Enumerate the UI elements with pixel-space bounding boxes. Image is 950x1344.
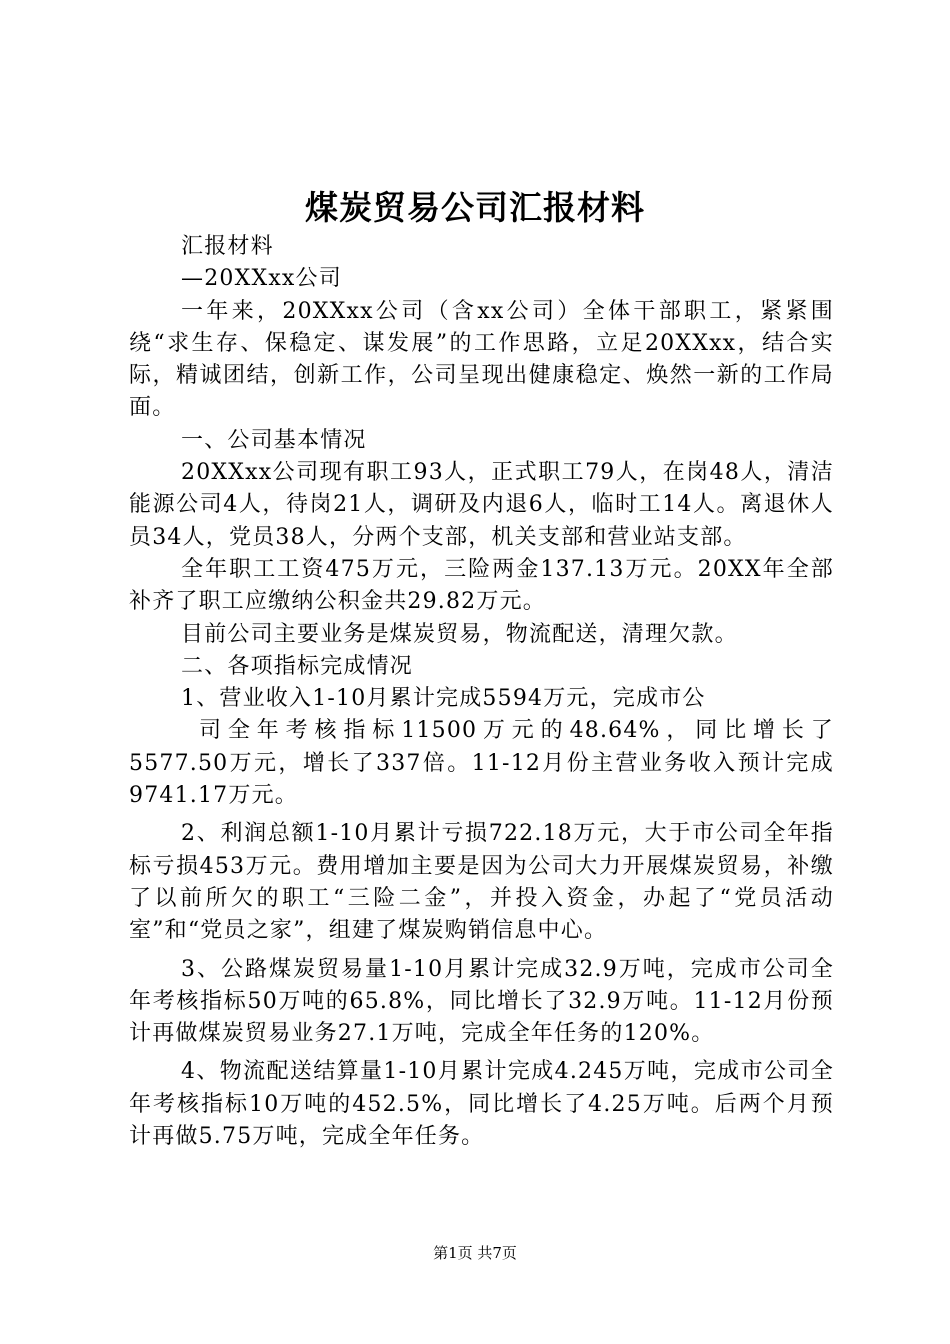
paragraph-revenue-continued: 司全年考核指标11500万元的48.64%，同比增长了5577.50万元，增长了337倍。11-12月份主营业务收入预计完成9741.17万元。: [129, 718, 834, 809]
paragraph-profit: 2、利润总额1-10月累计亏损722.18万元，大于市公司全年指标亏损453万元。费用增加主要是因为公司大力开展煤炭贸易，补缴了以前所欠的职工“三险二金”，并投入资金，办起了“党员活动室”和“党员之家”，组建了煤炭购销信息中心。: [129, 821, 834, 944]
paragraph-heading-label: 汇报材料: [181, 234, 274, 259]
paragraph-company: —20XXxx公司: [181, 266, 342, 292]
paragraph-wages: 全年职工工资475万元，三险两金137.13万元。20XX年全部补齐了职工应缴纳公积金共29.82万元。: [129, 556, 834, 615]
paragraph-intro: 一年来，20XXxx公司（含xx公司）全体干部职工，紧紧围绕“求生存、保稳定、谋发展”的工作思路，立足20XXxx，结合实际，精诚团结，创新工作，公司呈现出健康稳定、焕然一新的工作局面。: [129, 298, 834, 421]
section-heading-basic-info: 一、公司基本情况: [181, 427, 367, 453]
paragraph-staff: 20XXxx公司现有职工93人，正式职工79人，在岗48人，清洁能源公司4人，待岗21人，调研及内退6人，临时工14人。离退休人员34人，党员38人，分两个支部，机关支部和营业站支部。: [129, 460, 834, 550]
paragraph-logistics: 4、物流配送结算量1-10月累计完成4.245万吨，完成市公司全年考核指标10万吨的452.5%，同比增长了4.25万吨。后两个月预计再做5.75万吨，完成全年任务。: [129, 1059, 834, 1150]
section-heading-indicators: 二、各项指标完成情况: [181, 653, 414, 679]
paragraph-business: 目前公司主要业务是煤炭贸易，物流配送，清理欠款。: [181, 621, 738, 647]
document-body: [129, 231, 834, 1153]
paragraph-coal-trade: 3、公路煤炭贸易量1-10月累计完成32.9万吨，完成市公司全年考核指标50万吨的65.8%，同比增长了32.9万吨。11-12月份预计再做煤炭贸易业务27.1万吨，完成全年任务的120%。: [129, 956, 834, 1047]
paragraph-revenue: 1、营业收入1-10月累计完成5594万元，完成市公: [181, 686, 706, 712]
page-number: 第1页 共7页: [433, 1244, 517, 1262]
document-title: 煤炭贸易公司汇报材料: [305, 188, 645, 227]
